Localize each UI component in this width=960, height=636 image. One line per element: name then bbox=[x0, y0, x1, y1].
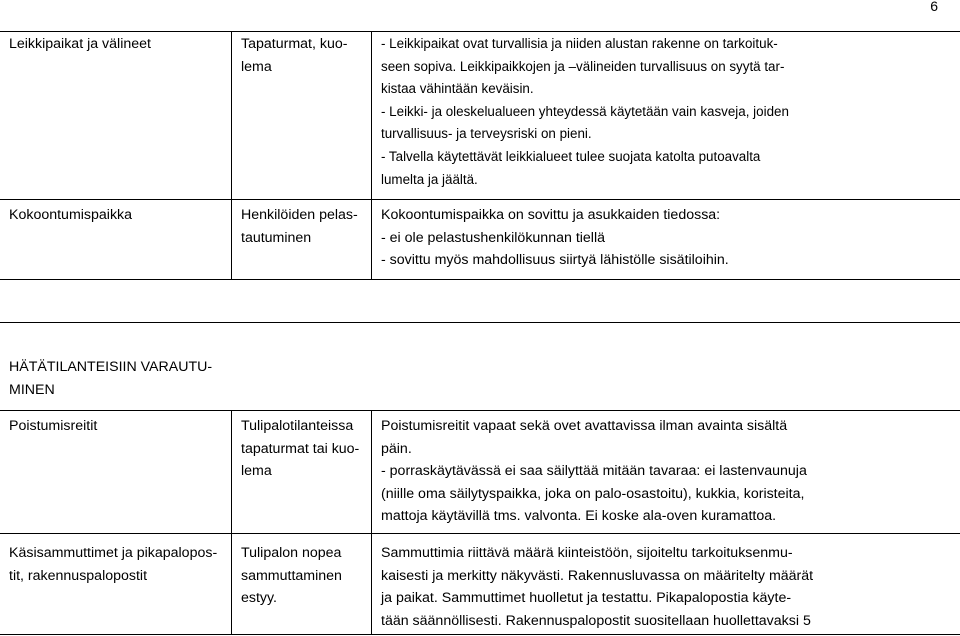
column-divider bbox=[231, 410, 232, 635]
row-divider bbox=[0, 410, 960, 411]
cell-line: lumelta ja jäältä. bbox=[381, 171, 478, 187]
row-topic bbox=[9, 542, 229, 587]
cell-line: - sovittu myös mahdollisuus siirtyä lähistölle sisätiloihin. bbox=[381, 252, 729, 269]
cell-line: mattoja käytävillä tms. valvonta. Ei koske ala-oven kuramattoa. bbox=[381, 508, 777, 525]
cell-line: Tulipalon nopea bbox=[241, 545, 342, 561]
cell-line: Henkilöiden pelas- bbox=[241, 207, 358, 223]
cell-line: - porraskäytävässä ei saa säilyttää mitään tavaraa: ei lastenvaunuja bbox=[381, 463, 807, 480]
cell-line: lema bbox=[241, 58, 272, 75]
row-divider bbox=[0, 279, 960, 280]
cell-line: turvallisuus- ja terveysriski on pieni. bbox=[381, 126, 592, 142]
table-border-top bbox=[0, 31, 960, 32]
cell-line: - Talvella käytettävät leikkialueet tulee suojata katolta putoavalta bbox=[381, 148, 761, 164]
cell-line: HÄTÄTILANTEISIIN VARAUTU- bbox=[9, 359, 213, 375]
row-risk bbox=[241, 415, 366, 483]
cell-line: kistaa vähintään keväisin. bbox=[381, 81, 534, 97]
cell-line: Kokoontumispaikka bbox=[9, 207, 133, 223]
row-topic bbox=[9, 204, 229, 227]
cell-line: sammuttaminen bbox=[241, 567, 342, 584]
cell-line: Käsisammuttimet ja pikapalopos- bbox=[9, 545, 218, 561]
table-border-bottom bbox=[0, 634, 960, 635]
cell-line: Poistumisreitit bbox=[9, 418, 98, 434]
cell-line: Sammuttimia riittävä määrä kiinteistöön, sijoiteltu tarkoituksenmu- bbox=[381, 545, 793, 561]
cell-line: tapaturmat tai kuo- bbox=[241, 440, 360, 457]
cell-line: tautuminen bbox=[241, 229, 312, 246]
cell-line: MINEN bbox=[9, 381, 55, 398]
cell-line: tit, rakennuspalopostit bbox=[9, 567, 148, 584]
row-measures bbox=[381, 542, 831, 632]
cell-line: estyy. bbox=[241, 590, 278, 607]
cell-line: Kokoontumispaikka on sovittu ja asukkaiden tiedossa: bbox=[381, 207, 721, 223]
row-topic bbox=[9, 415, 229, 438]
row-risk bbox=[241, 542, 366, 610]
row-topic bbox=[9, 33, 229, 56]
cell-line: Tapaturmat, kuo- bbox=[241, 36, 348, 52]
column-divider bbox=[371, 410, 372, 635]
row-risk bbox=[241, 204, 366, 249]
row-divider bbox=[0, 533, 960, 534]
row-divider bbox=[0, 199, 960, 200]
cell-line: Tulipalotilanteissa bbox=[241, 418, 354, 434]
cell-line: Leikkipaikat ja välineet bbox=[9, 36, 151, 52]
cell-line: - ei ole pelastushenkilökunnan tiellä bbox=[381, 229, 605, 246]
row-measures bbox=[381, 204, 831, 272]
cell-line: päin. bbox=[381, 440, 412, 457]
cell-line: tään säännöllisesti. Rakennuspalopostit suositellaan huollettavaksi 5 bbox=[381, 612, 811, 629]
column-divider bbox=[231, 31, 232, 279]
row-risk bbox=[241, 33, 366, 78]
cell-line: (niille oma säilytyspaikka, joka on palo-osastoitu), kukkia, koristeita, bbox=[381, 485, 805, 502]
cell-line: Poistumisreitit vapaat sekä ovet avattavissa ilman avainta sisältä bbox=[381, 418, 788, 434]
page-number: 6 bbox=[930, 0, 938, 14]
cell-line: - Leikki- ja oleskelualueen yhteydessä käytetään vain kasveja, joiden bbox=[381, 103, 789, 119]
cell-line: - Leikkipaikat ovat turvallisia ja niiden alustan rakenne on tarkoituk- bbox=[381, 36, 778, 51]
cell-line: ja paikat. Sammuttimet huolletut ja testattu. Pikapalopostia käyte- bbox=[381, 590, 792, 607]
cell-line: seen sopiva. Leikkipaikkojen ja –välineiden turvallisuus on syytä tar- bbox=[381, 58, 785, 74]
row-divider bbox=[0, 322, 960, 323]
section-heading bbox=[9, 356, 229, 401]
column-divider bbox=[371, 31, 372, 279]
cell-line: kaisesti ja merkitty näkyvästi. Rakennusluvassa on määritelty määrät bbox=[381, 567, 814, 584]
row-measures bbox=[381, 415, 831, 528]
row-measures bbox=[381, 33, 831, 191]
cell-line: lema bbox=[241, 463, 272, 480]
